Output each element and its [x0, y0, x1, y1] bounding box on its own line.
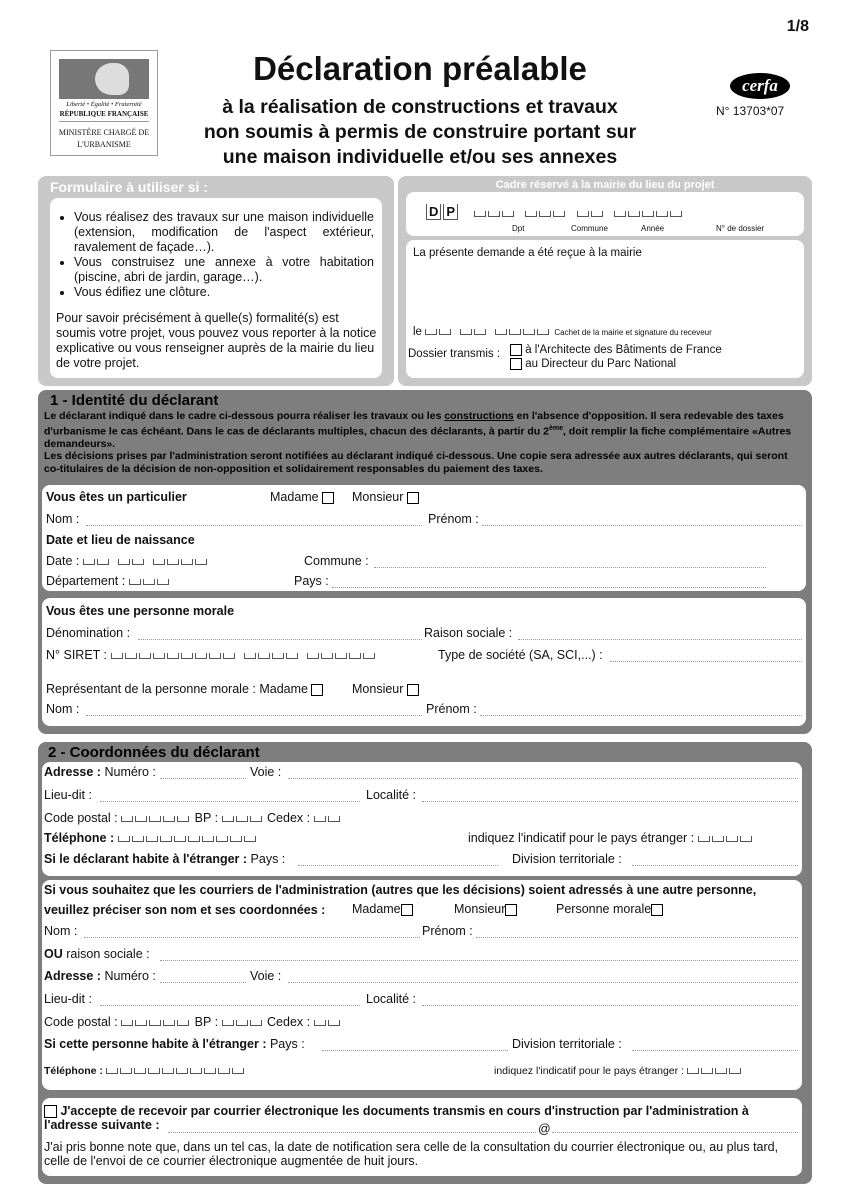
dossier-number-box: D P Dpt Commune Année N° de dossier: [406, 192, 804, 236]
section1-heading: 1 - Identité du déclarant: [50, 392, 219, 409]
coordinates-box: Adresse : Numéro : Voie : Lieu-dit : Localité : Code postal : BP : Cedex : Téléphone : indiquez l'indicatif pour le pays étranger : Si le déclarant habite à l'étranger : Pays : Division territoriale :: [42, 762, 802, 876]
parc-checkbox[interactable]: [510, 358, 522, 370]
other-numero-field[interactable]: [160, 982, 246, 983]
other-monsieur-checkbox[interactable]: [505, 904, 517, 916]
section1-panel: [38, 390, 812, 734]
birth-departement-field[interactable]: [129, 574, 171, 588]
section1-intro: Le déclarant indiqué dans le cadre ci-dessous pourra réaliser les travaux ou les constructions en l'absence d'opposition. Il sera redevable des taxes d'urbanisme le cas échéant. Dans le cas de déclarants multiples, chacun des déclarants, à partir du 2ème, doit remplir la fiche complémentaire «Autres demandeurs». Les décisions prises par l'administration seront notifiées au déclarant indiqué ci-dessous. Une copie sera adressée aux autres déclarants, qui seront co-titulaires de la décision de non-opposition et solidairement responsables du paiement des taxes.: [44, 410, 792, 475]
email-note: J'ai pris bonne note que, dans un tel cas, la date de notification sera celle de la consultation du courrier électronique ou, au plus tard, celle de l'envoi de ce courrier électronique augmentée de huit jours.: [44, 1140, 779, 1168]
type-societe-field[interactable]: [610, 661, 802, 662]
email-consent-checkbox[interactable]: [44, 1105, 57, 1118]
numero-field[interactable]: [160, 778, 246, 779]
other-raison-field[interactable]: [160, 960, 798, 961]
dpt-field[interactable]: [474, 206, 516, 220]
particulier-box: Vous êtes un particulier Madame Monsieur Nom : Prénom : Date et lieu de naissance Date : Commune : Département : Pays :: [42, 485, 806, 591]
email-domain-field[interactable]: [552, 1132, 798, 1133]
criteria-item: • Vous réalisez des travaux sur une maison individuelle (extension, modification de l'aspect extérieur, ravalement de façade…).: [74, 210, 374, 255]
birth-pays-field[interactable]: [332, 587, 766, 588]
section2-heading: 2 - Coordonnées du déclarant: [48, 744, 260, 761]
abf-checkbox[interactable]: [510, 344, 522, 356]
criteria-heading: Formulaire à utiliser si :: [50, 179, 208, 195]
other-madame-checkbox[interactable]: [401, 904, 413, 916]
bp-field[interactable]: [222, 811, 264, 825]
other-bp-field[interactable]: [222, 1015, 264, 1029]
email-local-field[interactable]: [168, 1132, 536, 1133]
other-etranger-pays-field[interactable]: [322, 1050, 508, 1051]
division-field[interactable]: [632, 865, 798, 866]
reception-date-field[interactable]: [425, 326, 551, 338]
annee-field[interactable]: [577, 206, 605, 220]
birth-date-field[interactable]: [83, 554, 209, 568]
marianne-icon: [59, 59, 149, 99]
page-number: 1/8: [786, 18, 809, 35]
other-nom-field[interactable]: [84, 937, 420, 938]
nom-field[interactable]: [86, 525, 422, 526]
lieudit-field[interactable]: [100, 801, 360, 802]
madame-checkbox[interactable]: [322, 492, 334, 504]
other-morale-checkbox[interactable]: [651, 904, 663, 916]
other-cp-field[interactable]: [121, 1015, 191, 1029]
criteria-panel: [38, 176, 394, 386]
etranger-pays-field[interactable]: [298, 865, 498, 866]
email-box: J'accepte de recevoir par courrier électronique les documents transmis en cours d'instruction par l'administration à l'adresse suivante : @ J'ai pris bonne note que, dans un tel cas, la date de notification sera celle de la consultation du courrier électronique ou, au plus tard, celle de l'envoi de ce courrier électronique augmentée de huit jours.: [42, 1098, 802, 1176]
criteria-item: • Vous édifiez une clôture.: [74, 285, 374, 300]
transmis-label: Dossier transmis :: [408, 348, 501, 360]
cedex-field[interactable]: [314, 811, 342, 825]
rep-madame-checkbox[interactable]: [311, 684, 323, 696]
code-postal-field[interactable]: [121, 811, 191, 825]
other-division-field[interactable]: [632, 1050, 798, 1051]
denomination-field[interactable]: [138, 639, 422, 640]
reception-box: La présente demande a été reçue à la mairie le Cachet de la mairie et signature du receveur Dossier transmis : à l'Architecte des Bâtiments de France au Directeur du Parc National: [406, 240, 804, 378]
dp-field[interactable]: D P: [426, 204, 460, 220]
other-localite-field[interactable]: [422, 1005, 798, 1006]
other-telephone-field[interactable]: [106, 1065, 246, 1077]
localite-field[interactable]: [422, 801, 798, 802]
other-person-box: Si vous souhaitez que les courriers de l'administration (autres que les décisions) soient adressés à une autre personne, veuillez préciser son nom et ses coordonnées : Madame Monsieur Personne morale Nom : Prénom : OU raison sociale : Adresse : Numéro : Voie : Lieu-dit : Localité : Code postal : BP : Cedex : Si cette personne habite à l'étranger : Pays : Division territoriale : Téléphone : indiquez l'indicatif pour le pays étranger :: [42, 880, 802, 1090]
monsieur-checkbox[interactable]: [407, 492, 419, 504]
criteria-box: [50, 198, 382, 378]
logo-motto: Liberté • Égalité • Fraternité: [66, 101, 142, 108]
raison-sociale-field[interactable]: [518, 639, 802, 640]
dossier-field[interactable]: [614, 206, 684, 220]
rep-prenom-field[interactable]: [480, 715, 802, 716]
other-voie-field[interactable]: [288, 982, 798, 983]
birth-commune-field[interactable]: [374, 567, 766, 568]
logo-republic: RÉPUBLIQUE FRANÇAISE: [59, 110, 149, 118]
logo-ministry: MINISTÈRE CHARGÉ DE L'URBANISME: [58, 128, 150, 149]
cerfa-number: N° 13703*07: [716, 104, 785, 118]
prenom-field[interactable]: [482, 525, 802, 526]
other-prenom-field[interactable]: [476, 937, 798, 938]
other-cedex-field[interactable]: [314, 1015, 342, 1029]
rep-monsieur-checkbox[interactable]: [407, 684, 419, 696]
criteria-note: Pour savoir précisément à quelle(s) formalité(s) est soumis votre projet, vous pouvez vous reporter à la notice explicative ou vous renseigner auprès de la mairie du lieu de votre projet.: [56, 311, 377, 370]
received-text: La présente demande a été reçue à la mairie: [413, 247, 642, 259]
indicatif-field[interactable]: [698, 831, 754, 845]
other-indicatif-field[interactable]: [687, 1065, 743, 1077]
mairie-heading: Cadre réservé à la mairie du lieu du projet: [495, 179, 715, 191]
voie-field[interactable]: [288, 778, 798, 779]
cachet-label: Cachet de la mairie et signature du receveur: [554, 328, 712, 337]
page-subtitle: à la réalisation de constructions et travaux non soumis à permis de construire portant sur une maison individuelle et/ou ses annexes: [203, 96, 637, 168]
other-lieudit-field[interactable]: [100, 1005, 360, 1006]
criteria-item: • Vous construisez une annexe à votre habitation (piscine, abri de jardin, garage…).: [74, 255, 374, 285]
mairie-panel: [398, 176, 812, 386]
page-title: Déclaration préalable: [253, 50, 587, 87]
marianne-logo: [50, 50, 158, 156]
commune-field[interactable]: [525, 206, 567, 220]
telephone-field[interactable]: [118, 831, 258, 845]
cerfa-logo: cerfa: [730, 73, 790, 99]
rep-nom-field[interactable]: [86, 715, 422, 716]
morale-box: Vous êtes une personne morale Dénomination : Raison sociale : N° SIRET : Type de société (SA, SCI,...) : Représentant de la personne morale : Madame Monsieur Nom : Prénom :: [42, 598, 806, 726]
siret-field[interactable]: [111, 648, 377, 662]
section2-panel: [38, 742, 812, 1184]
